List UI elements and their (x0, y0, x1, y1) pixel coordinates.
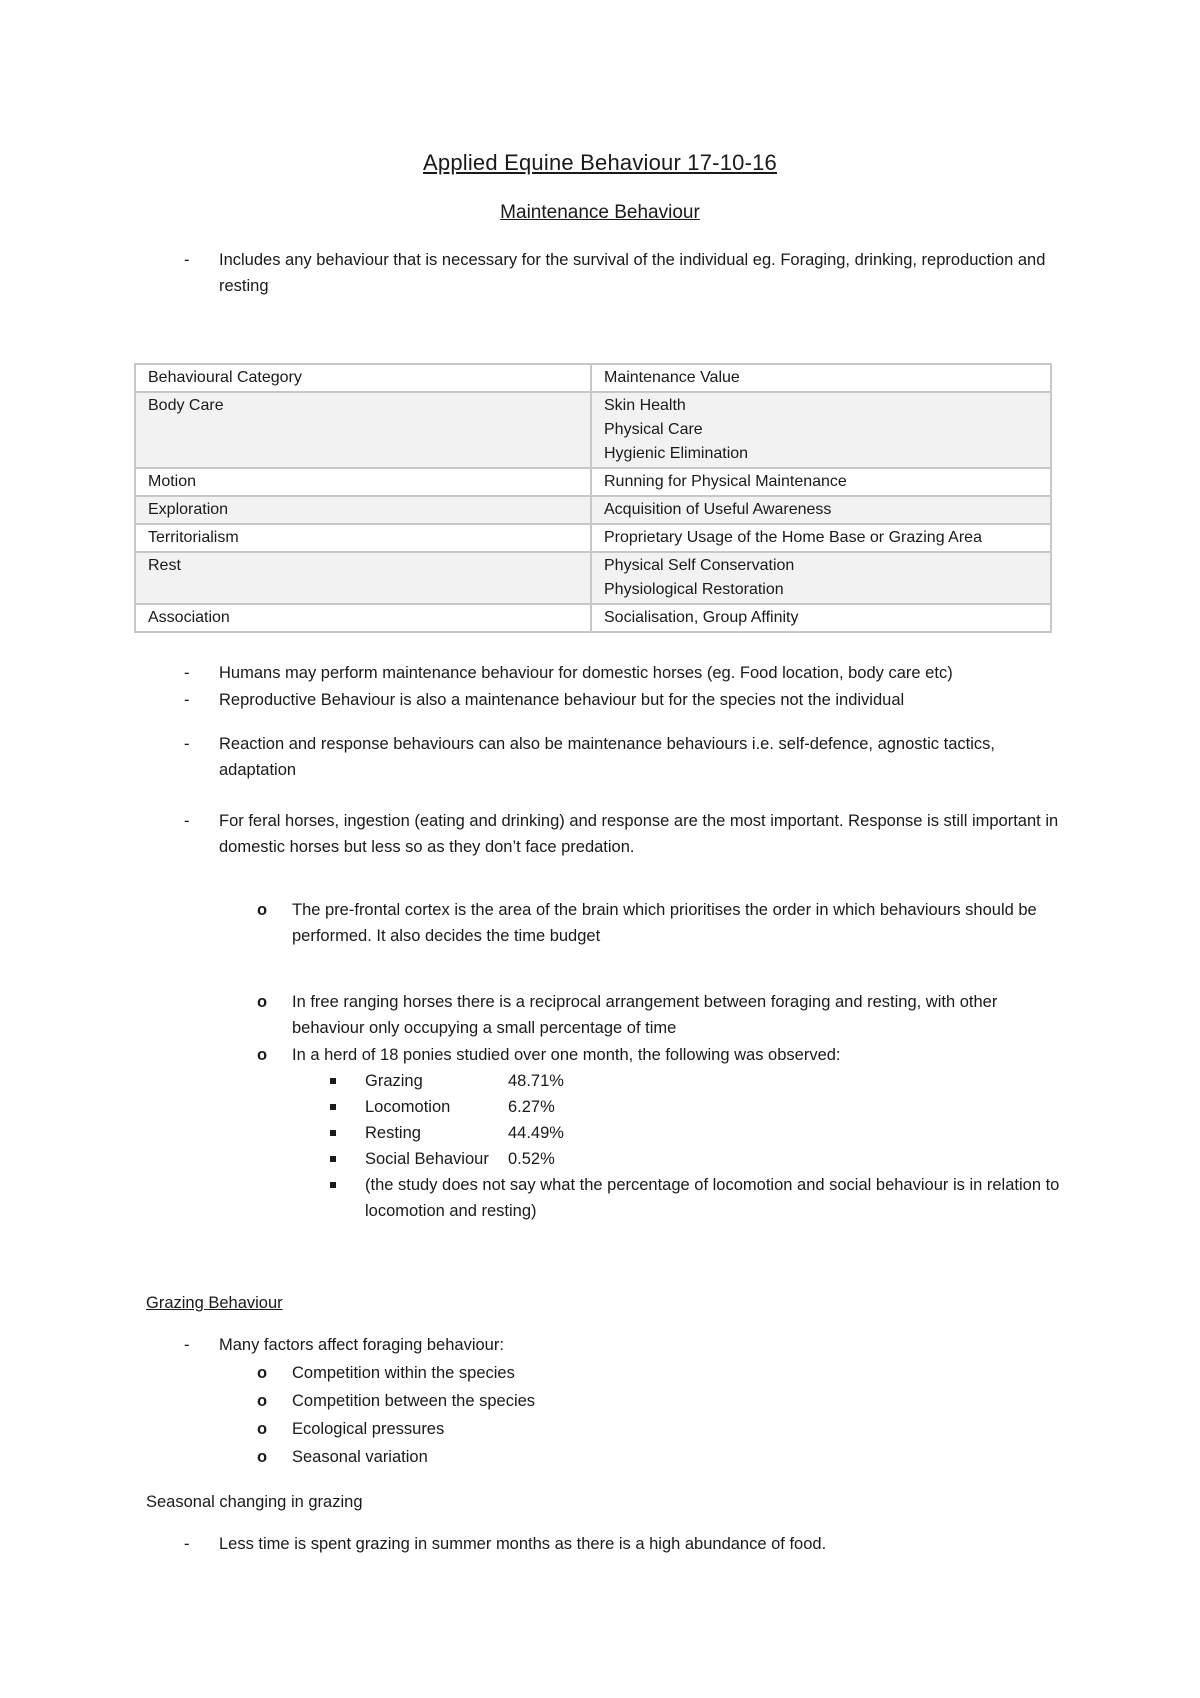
table-cell-category: Exploration (135, 496, 591, 524)
sub-bullet-text: The pre-frontal cortex is the area of the brain which prioritises the order in which behaviours should be performed. It also decides the time budget (292, 901, 1037, 945)
circle-marker: o (257, 1448, 268, 1466)
bullet-text: Humans may perform maintenance behaviour for domestic horses (eg. Food location, body care etc) (219, 664, 953, 682)
square-bullet-icon (330, 1104, 336, 1110)
stat-value: 44.49% (508, 1124, 564, 1142)
factor-item: Competition between the species (292, 1392, 536, 1410)
circle-marker: o (257, 1420, 268, 1438)
value-line: Physiological Restoration (604, 581, 784, 598)
value-line: Physical Care (604, 421, 703, 438)
square-bullet-icon (330, 1130, 336, 1136)
intro-text: Includes any behaviour that is necessary for the survival of the individual eg. Foraging, drinking, reproduction and resting (219, 251, 1046, 295)
sub-bullet-text: In free ranging horses there is a reciprocal arrangement between foraging and resting, with other behaviour only occupying a small percentage of time (292, 993, 998, 1037)
section-heading-seasonal: Seasonal changing in grazing (146, 1493, 363, 1511)
seasonal-bullet: Less time is spent grazing in summer months as there is a high abundance of food. (219, 1535, 827, 1553)
dash-marker: - (184, 251, 190, 269)
table-cell-category: Rest (135, 552, 591, 604)
stat-label: Resting (365, 1124, 421, 1142)
dash-marker: - (184, 664, 190, 682)
square-bullet-icon (330, 1182, 336, 1188)
table-row (135, 604, 1051, 632)
table-row (135, 392, 1051, 468)
factor-item: Seasonal variation (292, 1448, 428, 1466)
stat-label: Locomotion (365, 1098, 451, 1116)
bullet-text: Reaction and response behaviours can also be maintenance behaviours i.e. self-defence, agnostic tactics, adaptation (219, 735, 995, 779)
table-header-value: Maintenance Value (591, 364, 1051, 392)
dash-marker: - (184, 735, 190, 753)
table-cell-category: Motion (135, 468, 591, 496)
sub-bullet-text: In a herd of 18 ponies studied over one month, the following was observed: (292, 1046, 841, 1064)
table-cell-value (591, 552, 1051, 604)
stat-value: 48.71% (508, 1072, 564, 1090)
circle-marker: o (257, 1364, 268, 1382)
value-line: Hygienic Elimination (604, 445, 749, 462)
stat-value: 0.52% (508, 1150, 555, 1168)
square-bullet-icon (330, 1078, 336, 1084)
dash-marker: - (184, 812, 190, 830)
factor-item: Ecological pressures (292, 1420, 445, 1438)
section-heading-grazing: Grazing Behaviour (146, 1294, 283, 1312)
dash-marker: - (184, 1535, 190, 1553)
herd-note: (the study does not say what the percentage of locomotion and social behaviour is in relation to locomotion and resting) (365, 1176, 1060, 1220)
table-header-row (135, 364, 1051, 392)
square-bullet-icon (330, 1156, 336, 1162)
table-row (135, 468, 1051, 496)
table-row (135, 552, 1051, 604)
value-line: Skin Health (604, 397, 686, 414)
dash-marker: - (184, 1336, 190, 1354)
table-cell-value: Socialisation, Group Affinity (591, 604, 1051, 632)
stat-label: Grazing (365, 1072, 423, 1090)
stat-value: 6.27% (508, 1098, 555, 1116)
circle-marker: o (257, 1046, 268, 1064)
dash-marker: - (184, 691, 190, 709)
table-cell-value (591, 392, 1051, 468)
table-cell-value: Acquisition of Useful Awareness (591, 496, 1051, 524)
bullet-text: Reproductive Behaviour is also a maintenance behaviour but for the species not the individual (219, 691, 905, 709)
table-cell-value: Proprietary Usage of the Home Base or Grazing Area (591, 524, 1051, 552)
table-cell-category: Body Care (135, 392, 591, 468)
grazing-lead: Many factors affect foraging behaviour: (219, 1336, 504, 1354)
table-row (135, 524, 1051, 552)
section-title-maintenance: Maintenance Behaviour (500, 202, 700, 223)
table-row (135, 496, 1051, 524)
table-header-category: Behavioural Category (135, 364, 591, 392)
table-cell-category: Association (135, 604, 591, 632)
table-cell-category: Territorialism (135, 524, 591, 552)
circle-marker: o (257, 901, 268, 919)
bullet-text: For feral horses, ingestion (eating and drinking) and response are the most important. Response is still important in domestic horses but less so as they don’t face predation. (219, 812, 1059, 856)
circle-marker: o (257, 993, 268, 1011)
circle-marker: o (257, 1392, 268, 1410)
value-line: Physical Self Conservation (604, 557, 795, 574)
behaviour-table (134, 363, 1052, 633)
table-cell-value: Running for Physical Maintenance (591, 468, 1051, 496)
stat-label: Social Behaviour (365, 1150, 489, 1168)
factor-item: Competition within the species (292, 1364, 515, 1382)
page-title: Applied Equine Behaviour 17-10-16 (423, 150, 777, 175)
